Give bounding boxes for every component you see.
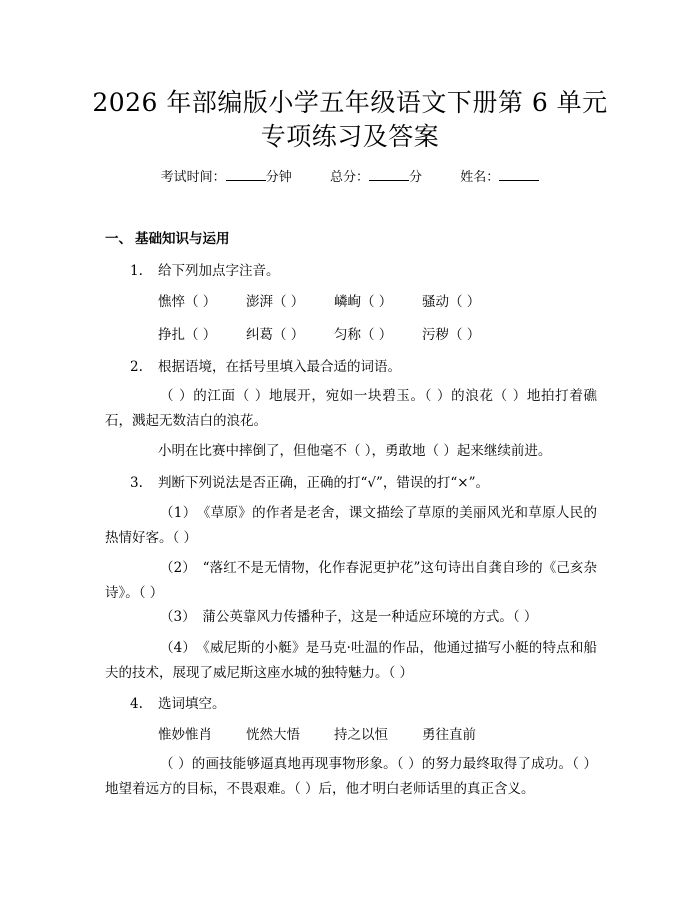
question-number: 4. (130, 696, 143, 712)
section-heading (105, 230, 230, 248)
score-blank (369, 168, 409, 181)
question-3-item-1: （1） 《草原》的作者是老舍，课文描绘了草原的美丽风光和草原人民的热情好客。（ ） (105, 505, 597, 546)
question-text: 给下列加点字注音。 (158, 263, 280, 279)
document-title-line-1: 2026 年部编版小学五年级语文下册第 6 单元 (92, 88, 608, 117)
word-item: 嶙峋（ ） (334, 294, 393, 310)
question-text: 根据语境，在括号里填入最合适的词语。 (158, 359, 401, 375)
time-blank (226, 168, 266, 181)
question-4-prompt (130, 695, 226, 713)
word-item: 匀称（ ） (334, 327, 393, 343)
question-3-item-3: （3） 蒲公英靠风力传播种子，这是一种适应环境的方式。（ ） (160, 609, 538, 625)
question-text: 选词填空。 (158, 696, 226, 712)
question-2-paragraph: （ ）的江面（ ）地展开，宛如一块碧玉。（ ）的浪花（ ）地拍打着礁石，溅起无数洁白的浪花。 (105, 388, 597, 429)
name-blank (499, 168, 539, 181)
question-number: 2. (130, 359, 143, 375)
document-title-line-2: 专项练习及答案 (260, 122, 440, 151)
question-3-item-2: （2） “落红不是无情物，化作春泥更护花”这句诗出自龚自珍的《己亥杂诗》。（ ） (105, 560, 597, 601)
word-option: 持之以恒 (334, 727, 388, 743)
word-option: 勇往直前 (422, 727, 476, 743)
word-options (158, 726, 510, 744)
section-number: 一、 (105, 231, 132, 247)
time-label: 考试时间： (160, 170, 226, 185)
name-label: 姓名： (460, 170, 500, 185)
question-text: 判断下列说法是否正确，正确的打“√”，错误的打“×”。 (158, 475, 490, 491)
question-1-prompt (130, 262, 280, 280)
time-unit: 分钟 (265, 170, 292, 185)
question-number: 1. (130, 263, 143, 279)
section-title: 基础知识与运用 (135, 231, 230, 247)
word-option: 恍然大悟 (246, 727, 300, 743)
word-item: 澎湃（ ） (246, 294, 305, 310)
word-item: 憔悴（ ） (158, 294, 217, 310)
word-item: 纠葛（ ） (246, 327, 305, 343)
word-item: 骚动（ ） (422, 294, 481, 310)
score-unit: 分 (409, 170, 423, 185)
question-3-prompt (130, 474, 489, 492)
pinyin-row-1 (158, 293, 510, 311)
pinyin-row-2 (158, 326, 510, 344)
word-item: 挣扎（ ） (158, 327, 217, 343)
word-item: 污秽（ ） (422, 327, 481, 343)
question-3-item-4: （4） 《威尼斯的小艇》是马克·吐温的作品，他通过描写小艇的特点和船夫的技术，展现了威尼斯这座水城的独特魅力。（ ） (105, 640, 597, 681)
question-2-sentence: 小明在比赛中摔倒了，但他毫不（ ），勇敢地（ ）起来继续前进。 (158, 443, 552, 459)
question-number: 3. (130, 475, 143, 491)
question-2-prompt (130, 358, 401, 376)
score-label: 总分： (329, 170, 369, 185)
exam-meta (0, 168, 700, 187)
question-4-paragraph: （ ）的画技能够逼真地再现事物形象。（ ）的努力最终取得了成功。（ ）地望着远方的目标，不畏艰难。（ ）后，他才明白老师话里的真正含义。 (105, 756, 597, 797)
word-option: 惟妙惟肖 (158, 727, 212, 743)
